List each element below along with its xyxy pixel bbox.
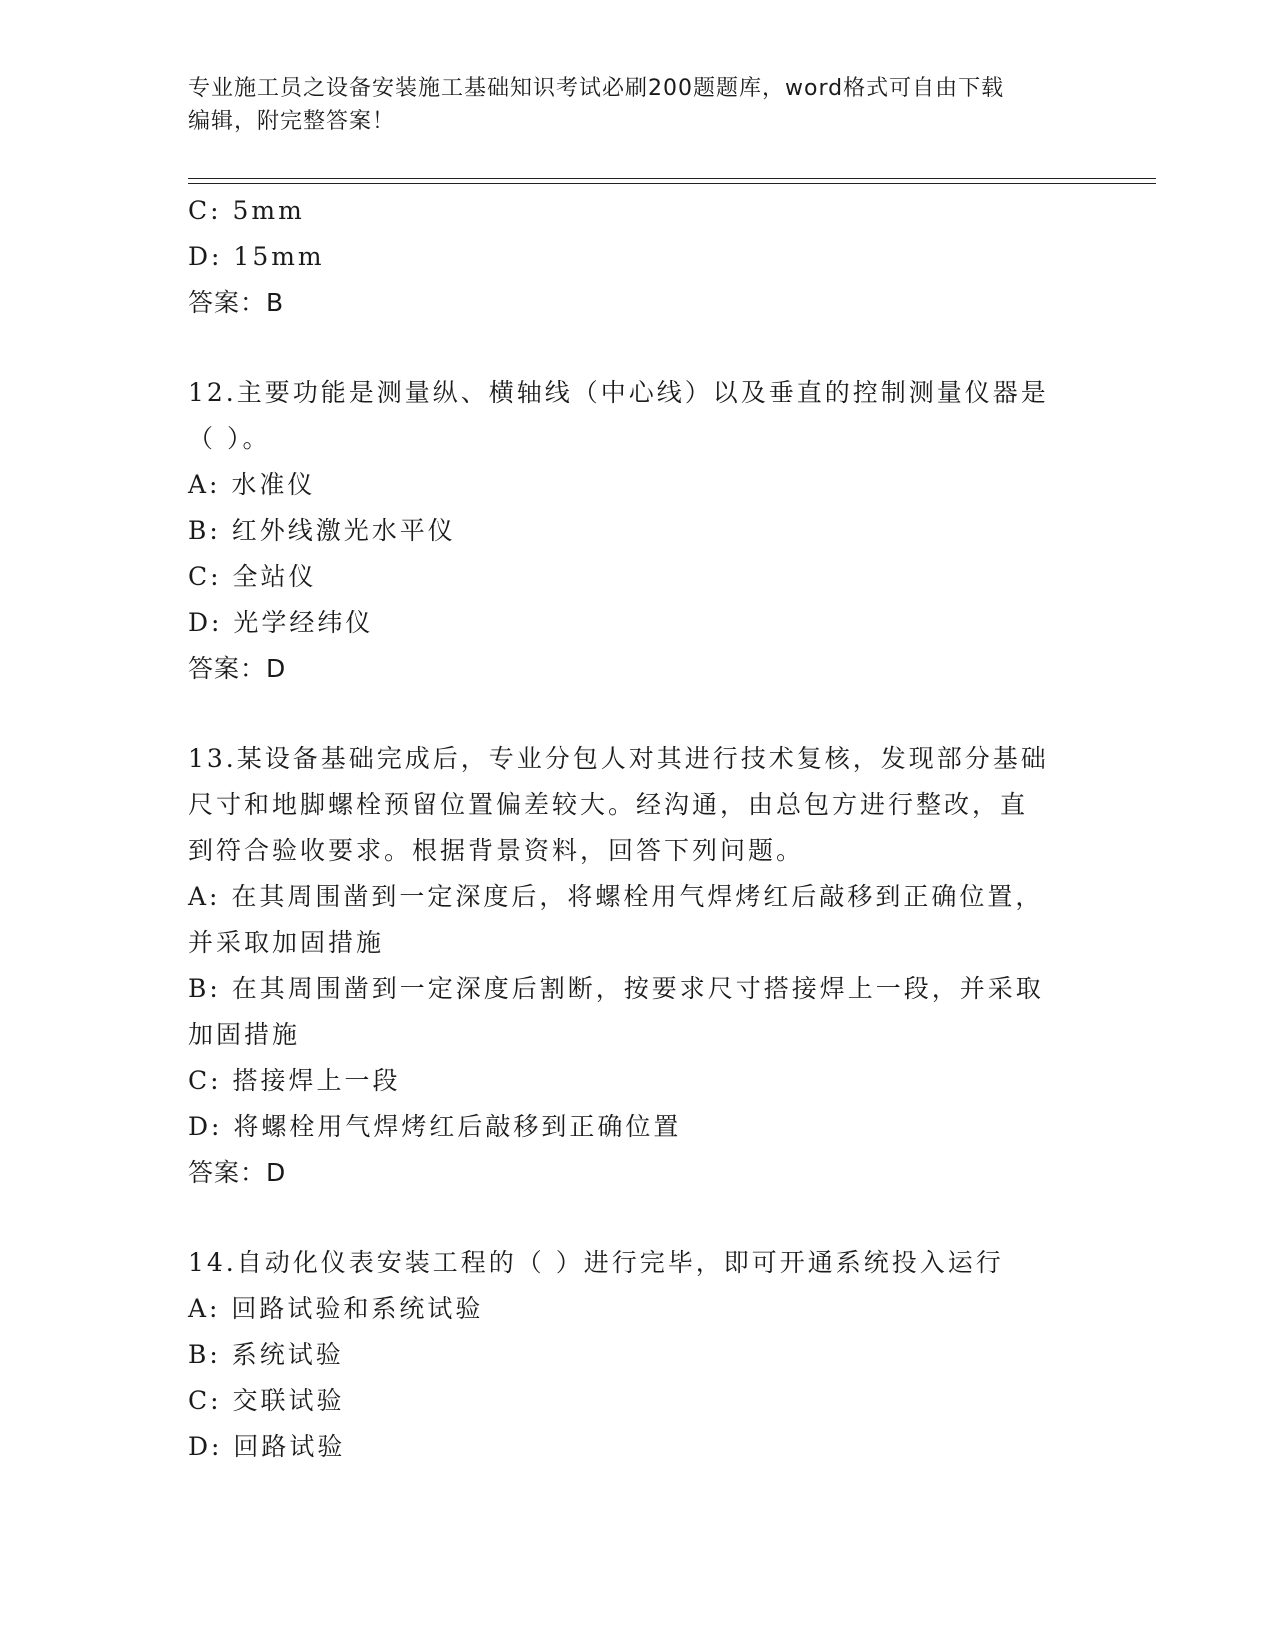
option-c: C: 交联试验 [188,1386,345,1415]
option-c: C: 全站仪 [188,562,317,591]
question-14 [188,1240,1088,1470]
document-header [188,72,1068,138]
question-stem: 13.某设备基础完成后，专业分包人对其进行技术复核，发现部分基础 [188,744,1049,773]
option-b: B: 红外线激光水平仪 [188,516,456,545]
option-b: B: 在其周围凿到一定深度后割断，按要求尺寸搭接焊上一段，并采取 [188,974,1044,1003]
spacer [188,692,1088,736]
option-b-continued: 加固措施 [188,1020,301,1049]
option-c: C: 5mm [188,196,305,225]
spacer [188,326,1088,370]
question-list [188,188,1088,1470]
option-c: C: 搭接焊上一段 [188,1066,401,1095]
option-a-continued: 并采取加固措施 [188,928,385,957]
question-13 [188,736,1088,1196]
option-a: A: 回路试验和系统试验 [188,1294,484,1323]
question-stem: 到符合验收要求。根据背景资料，回答下列问题。 [188,836,805,865]
header-divider-top [188,178,1156,179]
answer-line: 答案：D [188,654,287,683]
question-12 [188,370,1088,692]
option-a: A: 在其周围凿到一定深度后，将螺栓用气焊烤红后敲移到正确位置， [188,882,1044,911]
header-title-line-2: 编辑，附完整答案！ [188,109,396,134]
header-divider-bottom [188,183,1156,184]
option-d: D: 将螺栓用气焊烤红后敲移到正确位置 [188,1112,682,1141]
option-b: B: 系统试验 [188,1340,344,1369]
option-d: D: 15mm [188,242,325,271]
answer-line: 答案：B [188,288,285,317]
option-d: D: 光学经纬仪 [188,608,374,637]
header-title-line-1: 专业施工员之设备安装施工基础知识考试必刷200题题库，word格式可自由下载 [188,76,1005,101]
question-stem: 尺寸和地脚螺栓预留位置偏差较大。经沟通，由总包方进行整改，直 [188,790,1029,819]
option-a: A: 水准仪 [188,470,316,499]
question-stem: 14.自动化仪表安装工程的（ ）进行完毕，即可开通系统投入运行 [188,1248,1004,1277]
question-stem: （ ）。 [188,424,271,453]
question-11-tail [188,188,1088,326]
question-stem: 12.主要功能是测量纵、横轴线（中心线）以及垂直的控制测量仪器是 [188,378,1049,407]
option-d: D: 回路试验 [188,1432,346,1461]
answer-line: 答案：D [188,1158,287,1187]
spacer [188,1196,1088,1240]
